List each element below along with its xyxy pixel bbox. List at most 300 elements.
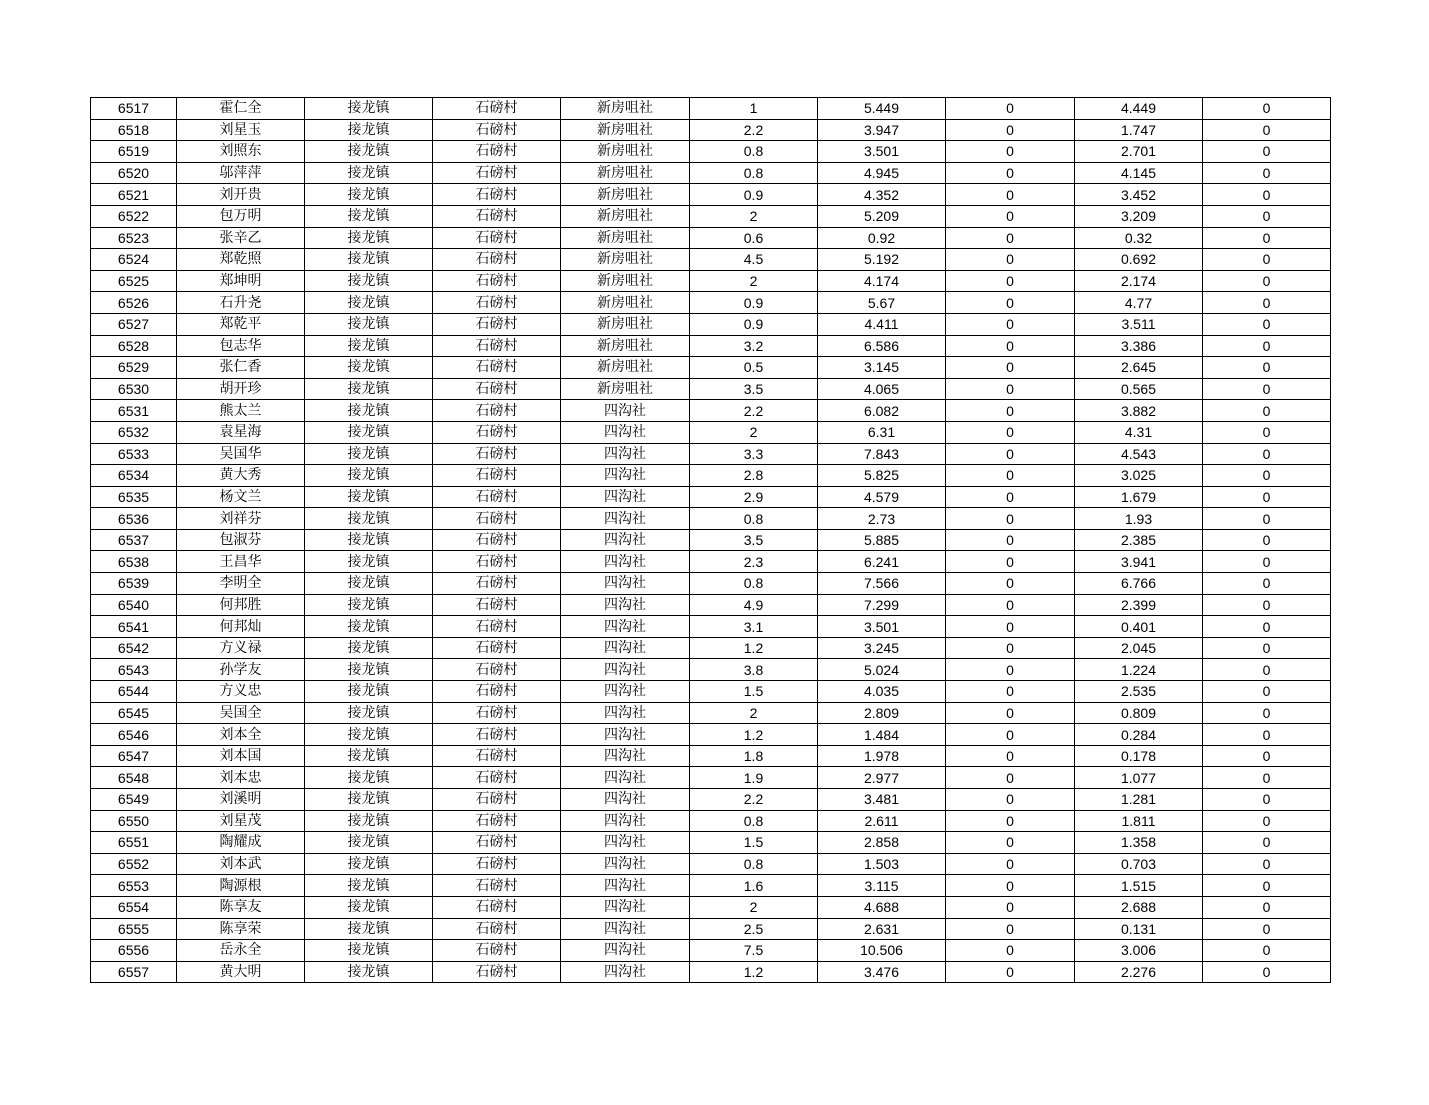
id-cell: 6531 <box>91 400 177 422</box>
group-cell: 四沟社 <box>561 875 690 897</box>
value-e-cell: 0 <box>1203 940 1331 962</box>
value-c-cell: 0 <box>946 508 1075 530</box>
value-e-cell: 0 <box>1203 659 1331 681</box>
value-d-cell: 1.515 <box>1075 875 1203 897</box>
id-cell: 6543 <box>91 659 177 681</box>
value-b-cell: 6.082 <box>818 400 946 422</box>
value-b-cell: 5.825 <box>818 465 946 487</box>
table-row <box>91 789 1331 811</box>
table-row <box>91 853 1331 875</box>
value-b-cell: 6.31 <box>818 421 946 443</box>
name-cell: 刘本忠 <box>177 767 305 789</box>
table-row <box>91 702 1331 724</box>
value-a-cell: 2 <box>690 270 818 292</box>
table-row <box>91 767 1331 789</box>
value-c-cell: 0 <box>946 141 1075 163</box>
value-c-cell: 0 <box>946 270 1075 292</box>
village-cell: 石磅村 <box>433 335 561 357</box>
value-b-cell: 3.947 <box>818 119 946 141</box>
value-a-cell: 1.5 <box>690 832 818 854</box>
id-cell: 6530 <box>91 378 177 400</box>
value-a-cell: 1.8 <box>690 745 818 767</box>
village-cell: 石磅村 <box>433 789 561 811</box>
value-d-cell: 1.077 <box>1075 767 1203 789</box>
town-cell: 接龙镇 <box>305 184 433 206</box>
value-d-cell: 2.399 <box>1075 594 1203 616</box>
table-row <box>91 745 1331 767</box>
value-b-cell: 4.688 <box>818 896 946 918</box>
table-row <box>91 551 1331 573</box>
value-c-cell: 0 <box>946 292 1075 314</box>
value-a-cell: 3.3 <box>690 443 818 465</box>
id-cell: 6546 <box>91 724 177 746</box>
value-a-cell: 3.5 <box>690 529 818 551</box>
value-b-cell: 2.977 <box>818 767 946 789</box>
value-a-cell: 2.2 <box>690 119 818 141</box>
town-cell: 接龙镇 <box>305 637 433 659</box>
name-cell: 孙学友 <box>177 659 305 681</box>
id-cell: 6540 <box>91 594 177 616</box>
value-e-cell: 0 <box>1203 205 1331 227</box>
value-e-cell: 0 <box>1203 400 1331 422</box>
group-cell: 新房咀社 <box>561 270 690 292</box>
value-a-cell: 1.9 <box>690 767 818 789</box>
value-a-cell: 0.8 <box>690 810 818 832</box>
table-row <box>91 918 1331 940</box>
name-cell: 刘本国 <box>177 745 305 767</box>
village-cell: 石磅村 <box>433 270 561 292</box>
value-c-cell: 0 <box>946 205 1075 227</box>
value-d-cell: 1.811 <box>1075 810 1203 832</box>
village-cell: 石磅村 <box>433 745 561 767</box>
name-cell: 刘星茂 <box>177 810 305 832</box>
id-cell: 6518 <box>91 119 177 141</box>
village-cell: 石磅村 <box>433 162 561 184</box>
village-cell: 石磅村 <box>433 896 561 918</box>
value-a-cell: 0.5 <box>690 357 818 379</box>
name-cell: 包淑芬 <box>177 529 305 551</box>
table-row <box>91 335 1331 357</box>
table-row <box>91 486 1331 508</box>
value-a-cell: 2 <box>690 702 818 724</box>
value-d-cell: 1.281 <box>1075 789 1203 811</box>
village-cell: 石磅村 <box>433 940 561 962</box>
id-cell: 6522 <box>91 205 177 227</box>
table-row <box>91 184 1331 206</box>
id-cell: 6550 <box>91 810 177 832</box>
table-row <box>91 378 1331 400</box>
id-cell: 6556 <box>91 940 177 962</box>
town-cell: 接龙镇 <box>305 249 433 271</box>
value-b-cell: 10.506 <box>818 940 946 962</box>
value-e-cell: 0 <box>1203 681 1331 703</box>
value-c-cell: 0 <box>946 745 1075 767</box>
town-cell: 接龙镇 <box>305 832 433 854</box>
village-cell: 石磅村 <box>433 292 561 314</box>
village-cell: 石磅村 <box>433 249 561 271</box>
id-cell: 6521 <box>91 184 177 206</box>
village-cell: 石磅村 <box>433 659 561 681</box>
value-a-cell: 4.9 <box>690 594 818 616</box>
value-e-cell: 0 <box>1203 529 1331 551</box>
value-e-cell: 0 <box>1203 810 1331 832</box>
town-cell: 接龙镇 <box>305 594 433 616</box>
value-c-cell: 0 <box>946 357 1075 379</box>
value-c-cell: 0 <box>946 681 1075 703</box>
value-b-cell: 3.481 <box>818 789 946 811</box>
town-cell: 接龙镇 <box>305 98 433 120</box>
value-c-cell: 0 <box>946 551 1075 573</box>
value-d-cell: 3.386 <box>1075 335 1203 357</box>
group-cell: 四沟社 <box>561 832 690 854</box>
value-e-cell: 0 <box>1203 313 1331 335</box>
town-cell: 接龙镇 <box>305 421 433 443</box>
table-row <box>91 940 1331 962</box>
group-cell: 四沟社 <box>561 400 690 422</box>
value-d-cell: 1.747 <box>1075 119 1203 141</box>
name-cell: 陈享荣 <box>177 918 305 940</box>
value-b-cell: 4.579 <box>818 486 946 508</box>
village-cell: 石磅村 <box>433 961 561 983</box>
value-e-cell: 0 <box>1203 357 1331 379</box>
id-cell: 6536 <box>91 508 177 530</box>
table-row <box>91 162 1331 184</box>
name-cell: 陶源根 <box>177 875 305 897</box>
town-cell: 接龙镇 <box>305 724 433 746</box>
value-a-cell: 2 <box>690 205 818 227</box>
table-row <box>91 594 1331 616</box>
value-b-cell: 5.67 <box>818 292 946 314</box>
value-b-cell: 7.843 <box>818 443 946 465</box>
name-cell: 刘本全 <box>177 724 305 746</box>
value-c-cell: 0 <box>946 702 1075 724</box>
group-cell: 四沟社 <box>561 421 690 443</box>
name-cell: 陈享友 <box>177 896 305 918</box>
value-d-cell: 3.209 <box>1075 205 1203 227</box>
village-cell: 石磅村 <box>433 486 561 508</box>
table-row <box>91 724 1331 746</box>
town-cell: 接龙镇 <box>305 789 433 811</box>
value-a-cell: 2.5 <box>690 918 818 940</box>
village-cell: 石磅村 <box>433 98 561 120</box>
group-cell: 四沟社 <box>561 896 690 918</box>
table-row <box>91 227 1331 249</box>
id-cell: 6533 <box>91 443 177 465</box>
town-cell: 接龙镇 <box>305 659 433 681</box>
village-cell: 石磅村 <box>433 119 561 141</box>
table-row <box>91 659 1331 681</box>
table-row <box>91 637 1331 659</box>
value-a-cell: 0.9 <box>690 184 818 206</box>
table-row <box>91 961 1331 983</box>
village-cell: 石磅村 <box>433 141 561 163</box>
value-e-cell: 0 <box>1203 767 1331 789</box>
value-d-cell: 0.809 <box>1075 702 1203 724</box>
group-cell: 新房咀社 <box>561 335 690 357</box>
value-e-cell: 0 <box>1203 875 1331 897</box>
id-cell: 6535 <box>91 486 177 508</box>
village-cell: 石磅村 <box>433 637 561 659</box>
town-cell: 接龙镇 <box>305 486 433 508</box>
group-cell: 新房咀社 <box>561 162 690 184</box>
village-cell: 石磅村 <box>433 465 561 487</box>
town-cell: 接龙镇 <box>305 745 433 767</box>
table-row <box>91 508 1331 530</box>
value-a-cell: 2.2 <box>690 400 818 422</box>
value-d-cell: 3.452 <box>1075 184 1203 206</box>
id-cell: 6519 <box>91 141 177 163</box>
town-cell: 接龙镇 <box>305 378 433 400</box>
town-cell: 接龙镇 <box>305 702 433 724</box>
value-a-cell: 2.3 <box>690 551 818 573</box>
table-row <box>91 681 1331 703</box>
town-cell: 接龙镇 <box>305 551 433 573</box>
id-cell: 6552 <box>91 853 177 875</box>
village-cell: 石磅村 <box>433 875 561 897</box>
id-cell: 6547 <box>91 745 177 767</box>
value-a-cell: 3.8 <box>690 659 818 681</box>
value-c-cell: 0 <box>946 573 1075 595</box>
group-cell: 四沟社 <box>561 551 690 573</box>
value-a-cell: 0.8 <box>690 573 818 595</box>
group-cell: 新房咀社 <box>561 205 690 227</box>
town-cell: 接龙镇 <box>305 443 433 465</box>
value-c-cell: 0 <box>946 594 1075 616</box>
value-d-cell: 4.145 <box>1075 162 1203 184</box>
group-cell: 四沟社 <box>561 637 690 659</box>
id-cell: 6541 <box>91 616 177 638</box>
value-e-cell: 0 <box>1203 421 1331 443</box>
id-cell: 6529 <box>91 357 177 379</box>
value-b-cell: 2.809 <box>818 702 946 724</box>
table-row <box>91 357 1331 379</box>
value-e-cell: 0 <box>1203 594 1331 616</box>
value-d-cell: 0.401 <box>1075 616 1203 638</box>
value-e-cell: 0 <box>1203 745 1331 767</box>
village-cell: 石磅村 <box>433 573 561 595</box>
group-cell: 四沟社 <box>561 745 690 767</box>
name-cell: 杨文兰 <box>177 486 305 508</box>
value-c-cell: 0 <box>946 378 1075 400</box>
town-cell: 接龙镇 <box>305 961 433 983</box>
name-cell: 黄大秀 <box>177 465 305 487</box>
name-cell: 张仁香 <box>177 357 305 379</box>
name-cell: 方义忠 <box>177 681 305 703</box>
value-c-cell: 0 <box>946 335 1075 357</box>
name-cell: 包万明 <box>177 205 305 227</box>
table-row <box>91 896 1331 918</box>
table-row <box>91 573 1331 595</box>
village-cell: 石磅村 <box>433 227 561 249</box>
town-cell: 接龙镇 <box>305 529 433 551</box>
value-c-cell: 0 <box>946 918 1075 940</box>
value-d-cell: 3.882 <box>1075 400 1203 422</box>
town-cell: 接龙镇 <box>305 853 433 875</box>
value-d-cell: 2.174 <box>1075 270 1203 292</box>
id-cell: 6538 <box>91 551 177 573</box>
value-d-cell: 2.045 <box>1075 637 1203 659</box>
value-a-cell: 2 <box>690 421 818 443</box>
group-cell: 四沟社 <box>561 681 690 703</box>
table-row <box>91 616 1331 638</box>
value-b-cell: 1.484 <box>818 724 946 746</box>
value-c-cell: 0 <box>946 313 1075 335</box>
value-e-cell: 0 <box>1203 443 1331 465</box>
value-e-cell: 0 <box>1203 508 1331 530</box>
value-d-cell: 3.025 <box>1075 465 1203 487</box>
name-cell: 方义禄 <box>177 637 305 659</box>
group-cell: 四沟社 <box>561 789 690 811</box>
value-c-cell: 0 <box>946 162 1075 184</box>
value-a-cell: 7.5 <box>690 940 818 962</box>
id-cell: 6532 <box>91 421 177 443</box>
village-cell: 石磅村 <box>433 767 561 789</box>
group-cell: 新房咀社 <box>561 98 690 120</box>
value-e-cell: 0 <box>1203 702 1331 724</box>
value-b-cell: 4.035 <box>818 681 946 703</box>
village-cell: 石磅村 <box>433 551 561 573</box>
value-c-cell: 0 <box>946 961 1075 983</box>
name-cell: 何邦灿 <box>177 616 305 638</box>
table-row <box>91 313 1331 335</box>
town-cell: 接龙镇 <box>305 335 433 357</box>
name-cell: 石升尧 <box>177 292 305 314</box>
id-cell: 6520 <box>91 162 177 184</box>
table-row <box>91 465 1331 487</box>
value-e-cell: 0 <box>1203 616 1331 638</box>
table-row <box>91 832 1331 854</box>
group-cell: 四沟社 <box>561 529 690 551</box>
value-b-cell: 2.73 <box>818 508 946 530</box>
name-cell: 刘本武 <box>177 853 305 875</box>
id-cell: 6554 <box>91 896 177 918</box>
value-a-cell: 1.2 <box>690 637 818 659</box>
name-cell: 何邦胜 <box>177 594 305 616</box>
value-b-cell: 5.885 <box>818 529 946 551</box>
id-cell: 6528 <box>91 335 177 357</box>
name-cell: 霍仁全 <box>177 98 305 120</box>
value-d-cell: 2.535 <box>1075 681 1203 703</box>
value-e-cell: 0 <box>1203 98 1331 120</box>
id-cell: 6527 <box>91 313 177 335</box>
name-cell: 刘星玉 <box>177 119 305 141</box>
table-row <box>91 141 1331 163</box>
value-b-cell: 3.145 <box>818 357 946 379</box>
village-cell: 石磅村 <box>433 357 561 379</box>
village-cell: 石磅村 <box>433 594 561 616</box>
table-row <box>91 249 1331 271</box>
table-row <box>91 443 1331 465</box>
value-a-cell: 3.1 <box>690 616 818 638</box>
value-c-cell: 0 <box>946 184 1075 206</box>
name-cell: 刘照东 <box>177 141 305 163</box>
value-d-cell: 2.701 <box>1075 141 1203 163</box>
id-cell: 6524 <box>91 249 177 271</box>
group-cell: 新房咀社 <box>561 313 690 335</box>
value-d-cell: 1.93 <box>1075 508 1203 530</box>
value-d-cell: 1.224 <box>1075 659 1203 681</box>
value-e-cell: 0 <box>1203 896 1331 918</box>
value-b-cell: 4.411 <box>818 313 946 335</box>
value-c-cell: 0 <box>946 810 1075 832</box>
value-e-cell: 0 <box>1203 249 1331 271</box>
name-cell: 袁星海 <box>177 421 305 443</box>
town-cell: 接龙镇 <box>305 400 433 422</box>
group-cell: 四沟社 <box>561 616 690 638</box>
town-cell: 接龙镇 <box>305 141 433 163</box>
value-e-cell: 0 <box>1203 162 1331 184</box>
id-cell: 6525 <box>91 270 177 292</box>
group-cell: 新房咀社 <box>561 357 690 379</box>
value-e-cell: 0 <box>1203 961 1331 983</box>
value-b-cell: 5.024 <box>818 659 946 681</box>
value-b-cell: 7.566 <box>818 573 946 595</box>
village-cell: 石磅村 <box>433 529 561 551</box>
village-cell: 石磅村 <box>433 508 561 530</box>
value-b-cell: 1.978 <box>818 745 946 767</box>
value-a-cell: 2 <box>690 896 818 918</box>
value-a-cell: 2.8 <box>690 465 818 487</box>
value-c-cell: 0 <box>946 659 1075 681</box>
table-row <box>91 400 1331 422</box>
name-cell: 邬萍萍 <box>177 162 305 184</box>
value-b-cell: 4.945 <box>818 162 946 184</box>
value-b-cell: 3.501 <box>818 616 946 638</box>
town-cell: 接龙镇 <box>305 616 433 638</box>
id-cell: 6553 <box>91 875 177 897</box>
value-a-cell: 3.5 <box>690 378 818 400</box>
group-cell: 新房咀社 <box>561 292 690 314</box>
id-cell: 6526 <box>91 292 177 314</box>
value-a-cell: 0.9 <box>690 313 818 335</box>
value-d-cell: 1.679 <box>1075 486 1203 508</box>
value-d-cell: 2.688 <box>1075 896 1203 918</box>
village-cell: 石磅村 <box>433 421 561 443</box>
name-cell: 刘祥芬 <box>177 508 305 530</box>
value-d-cell: 4.543 <box>1075 443 1203 465</box>
group-cell: 四沟社 <box>561 702 690 724</box>
value-d-cell: 3.006 <box>1075 940 1203 962</box>
value-e-cell: 0 <box>1203 551 1331 573</box>
village-cell: 石磅村 <box>433 810 561 832</box>
value-e-cell: 0 <box>1203 789 1331 811</box>
value-a-cell: 0.9 <box>690 292 818 314</box>
group-cell: 四沟社 <box>561 810 690 832</box>
value-b-cell: 2.611 <box>818 810 946 832</box>
group-cell: 四沟社 <box>561 573 690 595</box>
group-cell: 四沟社 <box>561 940 690 962</box>
value-e-cell: 0 <box>1203 637 1331 659</box>
village-cell: 石磅村 <box>433 443 561 465</box>
value-c-cell: 0 <box>946 465 1075 487</box>
name-cell: 黄大明 <box>177 961 305 983</box>
value-c-cell: 0 <box>946 443 1075 465</box>
town-cell: 接龙镇 <box>305 940 433 962</box>
value-e-cell: 0 <box>1203 918 1331 940</box>
value-d-cell: 2.385 <box>1075 529 1203 551</box>
value-b-cell: 6.586 <box>818 335 946 357</box>
group-cell: 四沟社 <box>561 465 690 487</box>
village-cell: 石磅村 <box>433 681 561 703</box>
value-d-cell: 2.276 <box>1075 961 1203 983</box>
value-c-cell: 0 <box>946 119 1075 141</box>
value-d-cell: 0.703 <box>1075 853 1203 875</box>
id-cell: 6551 <box>91 832 177 854</box>
value-b-cell: 2.858 <box>818 832 946 854</box>
value-b-cell: 4.352 <box>818 184 946 206</box>
value-b-cell: 3.115 <box>818 875 946 897</box>
town-cell: 接龙镇 <box>305 918 433 940</box>
